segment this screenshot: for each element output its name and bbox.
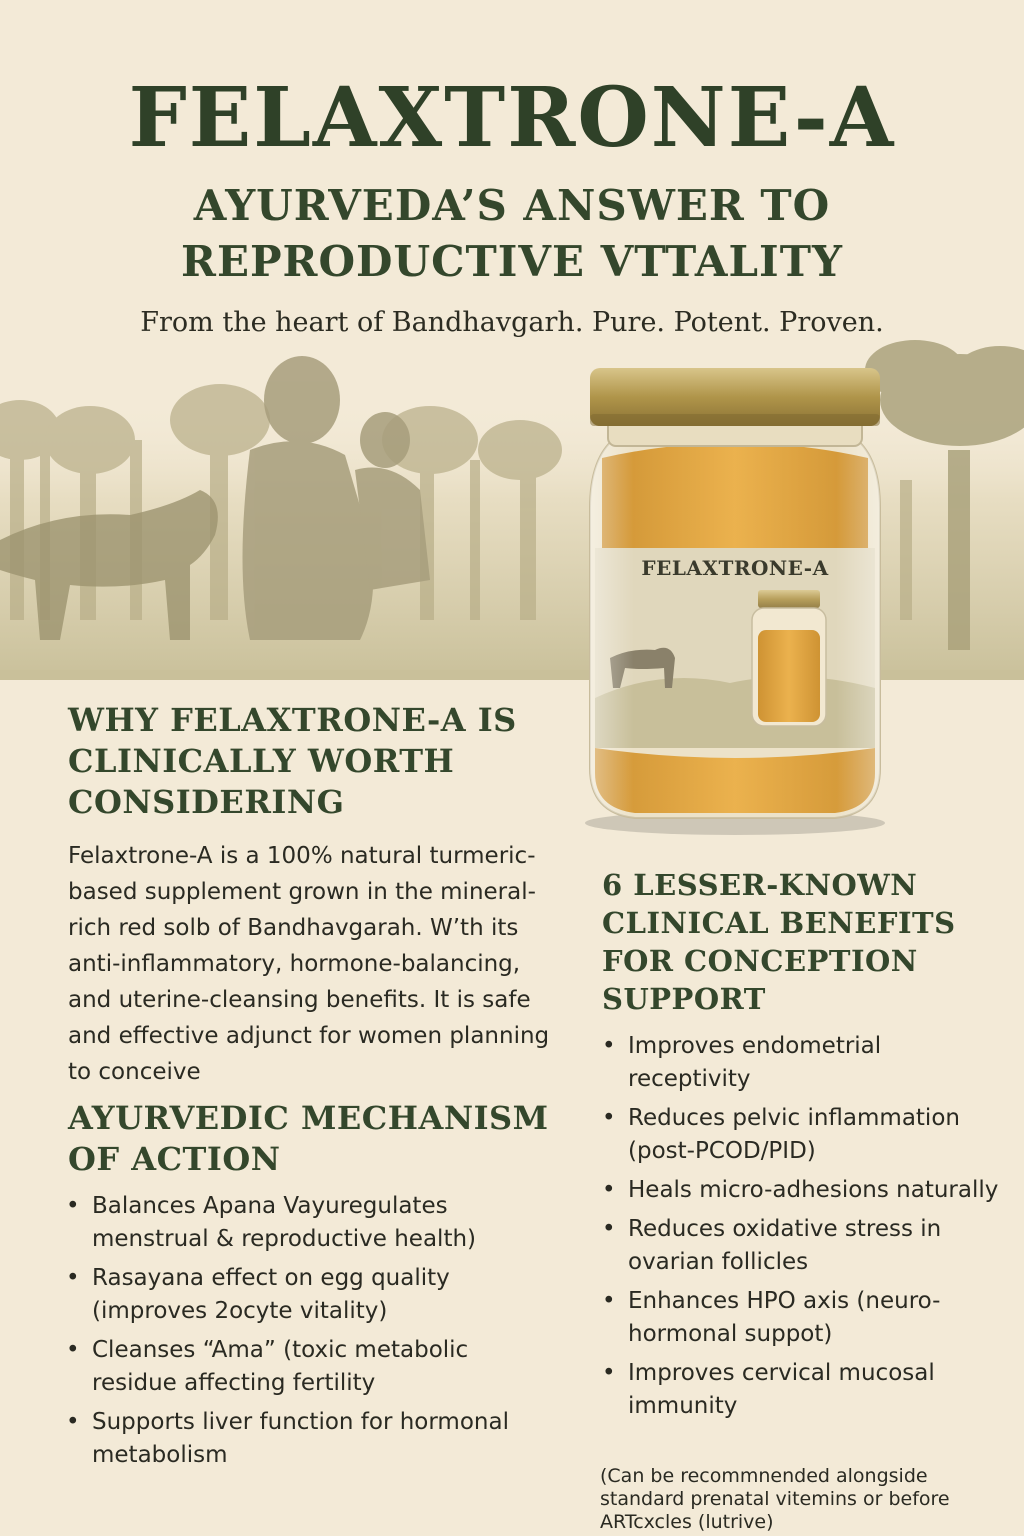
subtitle-line-2: REPRODUCTIVE VTTALITY [181,237,843,286]
list-item: • Balances Apana Vayuregulates menstrual & reproductive health) [66,1190,536,1256]
subtitle-line-1: AYURVEDA’S ANSWER TO [193,181,831,230]
list-item: • Improves cervical mucosal immunity [600,1357,1000,1423]
benefits-heading: 6 LESSER-KNOWN CLINICAL BENEFITS FOR CONCEPTION SUPPORT [602,868,956,1016]
list-item: • Heals micro-adhesions naturally [600,1174,1000,1207]
page-title: FELAXTRONE-A [128,70,896,166]
product-jar [580,368,890,838]
why-heading: WHY FELAXTRONE-A IS CLINICALLY WORTH CONSIDERING [68,701,517,821]
list-item: • Reduces pelvic inflammation (post-PCOD/PID) [600,1102,1000,1168]
page-subtitle [0,178,1024,290]
tagline: From the heart of Bandhavgarh. Pure. Potent. Proven. [140,307,884,338]
mechanism-heading: AYURVEDIC MECHANISM OF ACTION [68,1099,549,1178]
jar-illustration [580,368,890,838]
jar-label: FELAXTRONE-A [641,556,829,580]
list-item: • Cleanses “Ama” (toxic metabolic residue affecting fertility [66,1334,536,1400]
footnote: (Can be recommnended alongside standard prenatal vitemins or before ARTcxcles (lutrive) [600,1465,950,1533]
list-item: • Rasayana effect on egg quality (improves 2ocyte vitality) [66,1262,536,1328]
list-item: • Enhances HPO axis (neuro-hormonal suppot) [600,1285,1000,1351]
list-item: • Supports liver function for hormonal metabolism [66,1406,536,1472]
list-item: • Reduces oxidative stress in ovarian follicles [600,1213,1000,1279]
list-item: • Improves endometrial receptivity [600,1030,1000,1096]
why-body: Felaxtrone-A is a 100% natural turmeric-based supplement grown in the mineral-rich red solb of Bandhavgarah. W’th its anti-inflammatory, hormone-balancing, and uterine-cleansing benefits. It is safe and effective adjunct for women planning to conceive [68,843,550,1085]
mechanism-list [66,1190,536,1478]
benefits-list [600,1030,1000,1429]
